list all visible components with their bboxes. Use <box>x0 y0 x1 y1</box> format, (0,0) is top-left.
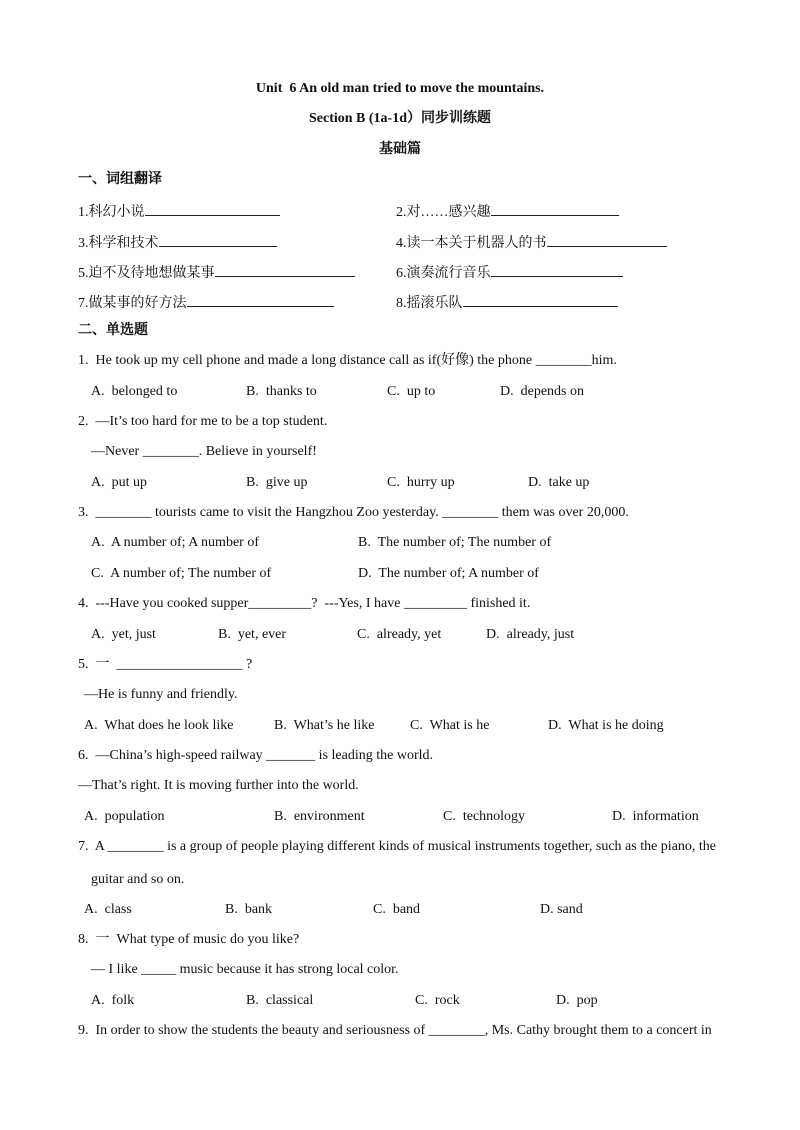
question-8-response: — I like _____ music because it has strong local color. <box>91 962 399 977</box>
q3-option-c[interactable]: C. A number of; The number of <box>91 566 272 581</box>
translation-item-8: 8.摇滚乐队 <box>396 292 618 313</box>
section-heading-translation: 一、词组翻译 <box>78 172 162 187</box>
q1-option-b[interactable]: B. thanks to <box>246 384 317 399</box>
q6-option-b[interactable]: B. environment <box>274 809 365 824</box>
question-9: 9. In order to show the students the beauty and seriousness of ________, Ms. Cathy brought them to a concert in <box>78 1023 712 1038</box>
translation-item-4: 4.读一本关于机器人的书 <box>396 232 667 253</box>
question-7: 7. A ________ is a group of people playing different kinds of musical instruments together, such as the piano, the <box>78 839 717 854</box>
translation-item-1: 1.科幻小说 <box>78 201 280 222</box>
translation-item-3: 3.科学和技术 <box>78 232 277 253</box>
q7-option-c[interactable]: C. band <box>373 902 421 917</box>
q8-option-d[interactable]: D. pop <box>556 993 598 1008</box>
question-6-response: —That’s right. It is moving further into the world. <box>78 778 359 793</box>
question-5: 5. 一 __________________ ? <box>78 657 253 672</box>
answer-blank[interactable] <box>187 292 334 307</box>
question-8: 8. 一 What type of music do you like? <box>78 932 300 947</box>
q7-option-d[interactable]: D. sand <box>540 902 583 917</box>
q5-option-d[interactable]: D. What is he doing <box>548 718 664 733</box>
q7-option-a[interactable]: A. class <box>84 902 132 917</box>
q6-option-a[interactable]: A. population <box>84 809 165 824</box>
q8-option-c[interactable]: C. rock <box>415 993 460 1008</box>
q4-option-a[interactable]: A. yet, just <box>91 627 156 642</box>
q4-option-c[interactable]: C. already, yet <box>357 627 442 642</box>
section-heading-single-choice: 二、单选题 <box>78 323 148 338</box>
answer-blank[interactable] <box>491 262 623 277</box>
answer-blank[interactable] <box>463 292 618 307</box>
q2-option-a[interactable]: A. put up <box>91 475 147 490</box>
q1-option-c[interactable]: C. up to <box>387 384 436 399</box>
answer-blank[interactable] <box>145 201 280 216</box>
answer-blank[interactable] <box>215 262 355 277</box>
q8-option-b[interactable]: B. classical <box>246 993 314 1008</box>
q2-option-b[interactable]: B. give up <box>246 475 308 490</box>
q7-option-b[interactable]: B. bank <box>225 902 273 917</box>
q3-option-a[interactable]: A. A number of; A number of <box>91 535 259 550</box>
level-label: 基础篇 <box>379 142 421 157</box>
question-3: 3. ________ tourists came to visit the Hangzhou Zoo yesterday. ________ them was over 20,000. <box>78 505 629 520</box>
q6-option-d[interactable]: D. information <box>612 809 699 824</box>
question-6: 6. —China’s high-speed railway _______ is leading the world. <box>78 748 433 763</box>
translation-item-5: 5.迫不及待地想做某事 <box>78 262 355 283</box>
q1-option-d[interactable]: D. depends on <box>500 384 584 399</box>
q3-option-d[interactable]: D. The number of; A number of <box>358 566 539 581</box>
translation-item-2: 2.对……感兴趣 <box>396 201 619 222</box>
question-1: 1. He took up my cell phone and made a long distance call as if(好像) the phone ________him. <box>78 353 617 368</box>
question-2-response: —Never ________. Believe in yourself! <box>91 444 317 459</box>
q5-option-c[interactable]: C. What is he <box>410 718 490 733</box>
q8-option-a[interactable]: A. folk <box>91 993 135 1008</box>
question-4: 4. ---Have you cooked supper_________? ---Yes, I have _________ finished it. <box>78 596 531 611</box>
q5-option-a[interactable]: A. What does he look like <box>84 718 234 733</box>
page-subtitle: Section B (1a-1d）同步训练题 <box>309 111 491 126</box>
q1-option-a[interactable]: A. belonged to <box>91 384 178 399</box>
question-2: 2. —It’s too hard for me to be a top student. <box>78 414 328 429</box>
q5-option-b[interactable]: B. What’s he like <box>274 718 375 733</box>
q3-option-b[interactable]: B. The number of; The number of <box>358 535 552 550</box>
question-5-response: —He is funny and friendly. <box>84 687 238 702</box>
q6-option-c[interactable]: C. technology <box>443 809 526 824</box>
q2-option-d[interactable]: D. take up <box>528 475 590 490</box>
q2-option-c[interactable]: C. hurry up <box>387 475 455 490</box>
answer-blank[interactable] <box>547 232 667 247</box>
page-title: Unit 6 An old man tried to move the mountains. <box>255 81 545 96</box>
answer-blank[interactable] <box>491 201 619 216</box>
q4-option-d[interactable]: D. already, just <box>486 627 575 642</box>
translation-item-7: 7.做某事的好方法 <box>78 292 334 313</box>
q4-option-b[interactable]: B. yet, ever <box>218 627 287 642</box>
question-7-continued: guitar and so on. <box>91 872 185 887</box>
translation-item-6: 6.演奏流行音乐 <box>396 262 623 283</box>
answer-blank[interactable] <box>159 232 277 247</box>
